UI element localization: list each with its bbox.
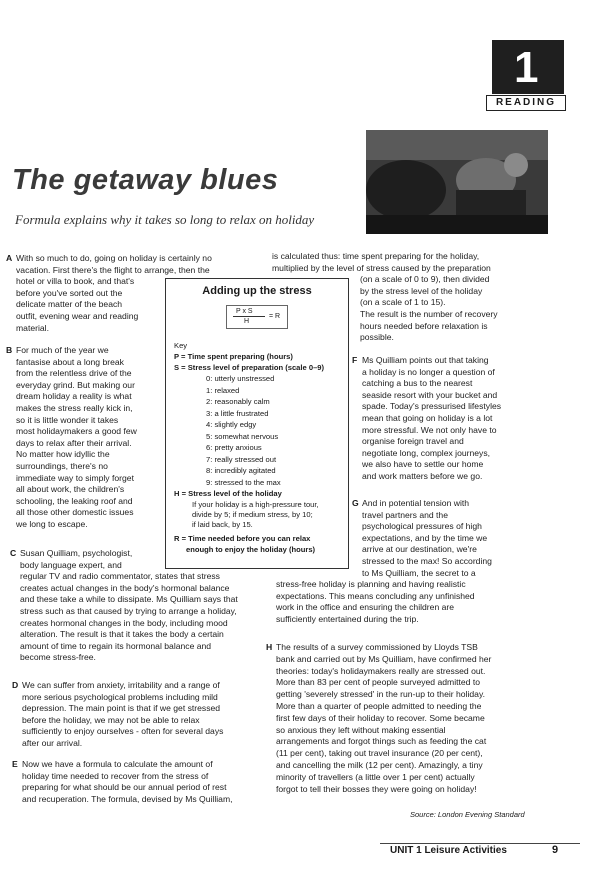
paragraph-line: seaside resort with your bucket and (362, 389, 498, 400)
paragraph-line: fantasise about a long break (16, 356, 124, 367)
paragraph-line: we also have to settle our home (362, 459, 484, 470)
footer-divider (380, 843, 580, 844)
paragraph-line: More than 83 per cent of people surveyed admitted to (276, 677, 480, 688)
paragraph-letter: A (6, 253, 13, 263)
paragraph-line: negotiate long, complex journeys, (362, 447, 491, 458)
paragraph-line: Ms Quilliam points out that taking (362, 355, 489, 365)
paragraph-line: arrive at our destination, we're (362, 544, 477, 555)
paragraph-line: makes the stress really kick in, (16, 403, 133, 413)
paragraph-line: multiplied by the level of stress caused by the preparation (272, 262, 491, 273)
paragraph-letter: E (12, 759, 18, 769)
paragraph-line: we long to escape. (16, 519, 88, 529)
stress-scale-item: 7: really stressed out (206, 454, 277, 464)
paragraph-letter: C (10, 548, 17, 558)
paragraph-line: The results of a survey commissioned by Lloyds TSB (276, 642, 478, 652)
formula-denominator: H (244, 318, 250, 325)
h-detail-1: If your holiday is a high-pressure tour, (192, 500, 319, 509)
stress-scale-item: 5: somewhat nervous (206, 431, 279, 441)
paragraph-line: and recuperation. The formula, devised by Ms Quilliam, (22, 793, 233, 804)
key-r-1: R = Time needed before you can relax (174, 534, 311, 543)
paragraph-line: Now we have a formula to calculate the amount of (22, 759, 213, 769)
paragraph-line: The result is the number of recovery (360, 309, 498, 319)
paragraph-line: travel partners and the (362, 509, 448, 520)
paragraph-line: all those other domestic issues (16, 507, 134, 518)
article-title: The getaway blues (12, 164, 279, 196)
paragraph-line: before the holiday, we may not be able to relax (22, 714, 200, 725)
paragraph-line: More than a quarter of people admitted to needing the (276, 701, 482, 711)
page-number: 9 (552, 844, 559, 856)
formula (226, 305, 288, 329)
paragraph-line: With so much to do, going on holiday is certainly no (16, 253, 212, 263)
paragraph-line: creates hormonal changes in the body, including mood (20, 617, 228, 628)
paragraph-line: We can suffer from anxiety, irritability and a range of (22, 680, 220, 690)
fraction-bar (233, 316, 265, 317)
paragraph-line: preparing for what should be our annual period of rest (22, 782, 227, 793)
paragraph-line: arrangements and forgot things such as feeding the cat (276, 736, 487, 747)
paragraph-line: spade. Today's pressurised lifestyles (362, 401, 502, 412)
paragraph-line: stressed to the max! So according (362, 556, 492, 566)
paragraph-line: (11 per cent), taking out travel insurance (20 per cent), (276, 748, 483, 759)
paragraph-letter: D (12, 680, 19, 690)
paragraph-line: (on a scale of 1 to 15). (360, 297, 446, 308)
paragraph-line: catching a bus to the nearest (362, 378, 473, 389)
paragraph-line: before you've sorted out the (16, 287, 123, 298)
formula-numerator: P x S (236, 308, 253, 315)
stress-scale-item: 2: reasonably calm (206, 397, 270, 406)
stress-scale-item: 9: stressed to the max (206, 477, 281, 487)
paragraph-line: so it is little wonder it takes (16, 414, 119, 425)
paragraph-line: alteration. The result is that it takes the body a certain (20, 629, 224, 640)
paragraph-line: expectations, and by the time we (362, 532, 488, 543)
stress-scale-item: 6: pretty anxious (206, 443, 262, 452)
paragraph-line: regular TV and radio commentator, states that stress (20, 571, 220, 582)
paragraph-line: bank and carried out by Ms Quilliam, have confirmed her (276, 653, 492, 664)
stress-formula-box (165, 278, 349, 569)
paragraph-line: hotel or villa to book, and that's (16, 276, 135, 287)
paragraph-line: Susan Quilliam, psychologist, (20, 548, 133, 558)
paragraph-line: mean that going on holiday is a lot (362, 413, 493, 423)
paragraph-line: creates actual changes in the body's hormonal balance (20, 582, 230, 593)
paragraph-line: stress-free holiday is planning and having realistic (276, 579, 466, 590)
key-label: Key (174, 341, 188, 350)
paragraph-line: And in potential tension with (362, 498, 470, 508)
paragraph-line: and work matters before we go. (362, 471, 483, 481)
h-detail-2: divide by 5; if medium stress, by 10; (192, 510, 313, 519)
paragraph-line: everyday grind. But making our (16, 379, 135, 390)
key-p: P = Time spent preparing (hours) (174, 352, 293, 361)
paragraph-line: sufficiently entertained during the trip. (276, 614, 419, 624)
paragraph-line: so anxious they left without making essential (276, 724, 446, 735)
paragraph-line: outfit, evening wear and reading (16, 311, 139, 321)
key-r-2: enough to enjoy the holiday (hours) (186, 545, 316, 554)
section-label: READING (486, 95, 566, 111)
formula-result: = R (269, 313, 281, 320)
stress-scale-item: 1: relaxed (206, 385, 240, 395)
paragraph-line: surroundings, there's no (16, 461, 108, 471)
paragraph-line: stress such as that caused by trying to arrange a holiday, (20, 606, 237, 616)
paragraph-line: most holidaymakers a good few (16, 426, 137, 437)
stress-scale-item: 8: incredibly agitated (206, 466, 276, 475)
paragraph-line: dream holiday a reality is what (16, 391, 132, 402)
paragraph-line: immediate way to simply forget (16, 472, 134, 483)
paragraph-line: theories: today's holidaymakers really are stressed out. (276, 665, 486, 676)
article-source: Source: London Evening Standard (410, 810, 525, 819)
paragraph-letter: H (266, 642, 273, 652)
paragraph-line: become stress-free. (20, 652, 96, 663)
paragraph-line: delicate matter of the beach (16, 299, 123, 310)
paragraph-line: psychological pressures of high (362, 521, 482, 532)
paragraph-line: is calculated thus: time spent preparing for the holiday, (272, 251, 480, 261)
paragraph-line: first few days of their holiday to recover. Some became (276, 712, 485, 723)
paragraph-line: vacation. First there's the flight to arrange, then the (16, 264, 210, 275)
paragraph-line: organise foreign travel and (362, 436, 464, 447)
paragraph-line: work in the office and ensuring the children are (276, 602, 455, 613)
paragraph-line: more stressful. We not only have to (362, 424, 497, 435)
paragraph-line: more serious psychological problems including mild (22, 691, 218, 702)
paragraph-letter: B (6, 345, 13, 355)
stress-scale-item: 4: slightly edgy (206, 420, 257, 429)
box-title: Adding up the stress (202, 285, 312, 297)
paragraph-line: body language expert, and (20, 559, 122, 570)
footer-unit-label: UNIT 1 Leisure Activities (390, 845, 507, 856)
stress-scale-item: 0: utterly unstressed (206, 374, 275, 383)
paragraph-line: expectations. This means concluding any unfinished (276, 590, 475, 601)
paragraph-letter: G (352, 498, 359, 508)
paragraph-line: after our arrival. (22, 738, 83, 748)
paragraph-line: material. (16, 322, 49, 333)
article-subtitle: Formula explains why it takes so long to relax on holiday (15, 212, 315, 227)
paragraph-line: and these take a while to dissipate. Ms Quilliam says that (20, 594, 238, 605)
paragraph-line: getting 'severely stressed' in the run-up to their holiday. (276, 689, 486, 700)
paragraph-line: hours needed before relaxation is (360, 320, 488, 331)
paragraph-line: minority of travellers (a little over 1 per cent) actually (276, 771, 475, 782)
paragraph-line: to Ms Quilliam, the secret to a (362, 567, 476, 578)
paragraph-line: from the relentless drive of the (16, 368, 132, 379)
paragraph-line: schooling, the leaking roof and (16, 495, 133, 506)
paragraph-line: possible. (360, 332, 394, 343)
paragraph-line: by the stress level of the holiday (360, 285, 483, 296)
key-s: S = Stress level of preparation (scale 0–9) (174, 363, 325, 372)
photo-illustration (366, 130, 548, 234)
paragraph-line: and cancelling the milk (12 per cent). Amazingly, a tiny (276, 760, 483, 770)
paragraph-line: No matter how idyllic the (16, 449, 110, 460)
paragraph-line: sufficiently to enjoy ourselves - often for several days (22, 726, 224, 737)
paragraph-line: forgot to tell their bosses they were going on holiday! (276, 783, 477, 794)
unit-number: 1 (514, 43, 539, 92)
paragraph-line: days to relax after their arrival. (16, 437, 132, 448)
paragraph-line: amount of time to regain its hormonal balance and (20, 640, 212, 651)
paragraph-line: For much of the year we (16, 345, 109, 355)
stress-scale-item: 3: a little frustrated (206, 408, 269, 418)
paragraph-line: holiday time needed to recover from the stress of (22, 770, 209, 781)
h-detail-3: if laid back, by 15. (192, 520, 253, 529)
paragraph-line: all about work, the children's (16, 484, 125, 495)
paragraph-letter: F (352, 355, 358, 365)
paragraph-line: (on a scale of 0 to 9), then divided (360, 274, 490, 285)
paragraph-line: a holiday is no longer a question of (362, 366, 495, 377)
key-h: H = Stress level of the holiday (174, 489, 282, 498)
unit-number-badge (492, 40, 564, 94)
paragraph-line: depression. The main point is that if we get stressed (22, 703, 221, 714)
article-photo (366, 130, 548, 234)
